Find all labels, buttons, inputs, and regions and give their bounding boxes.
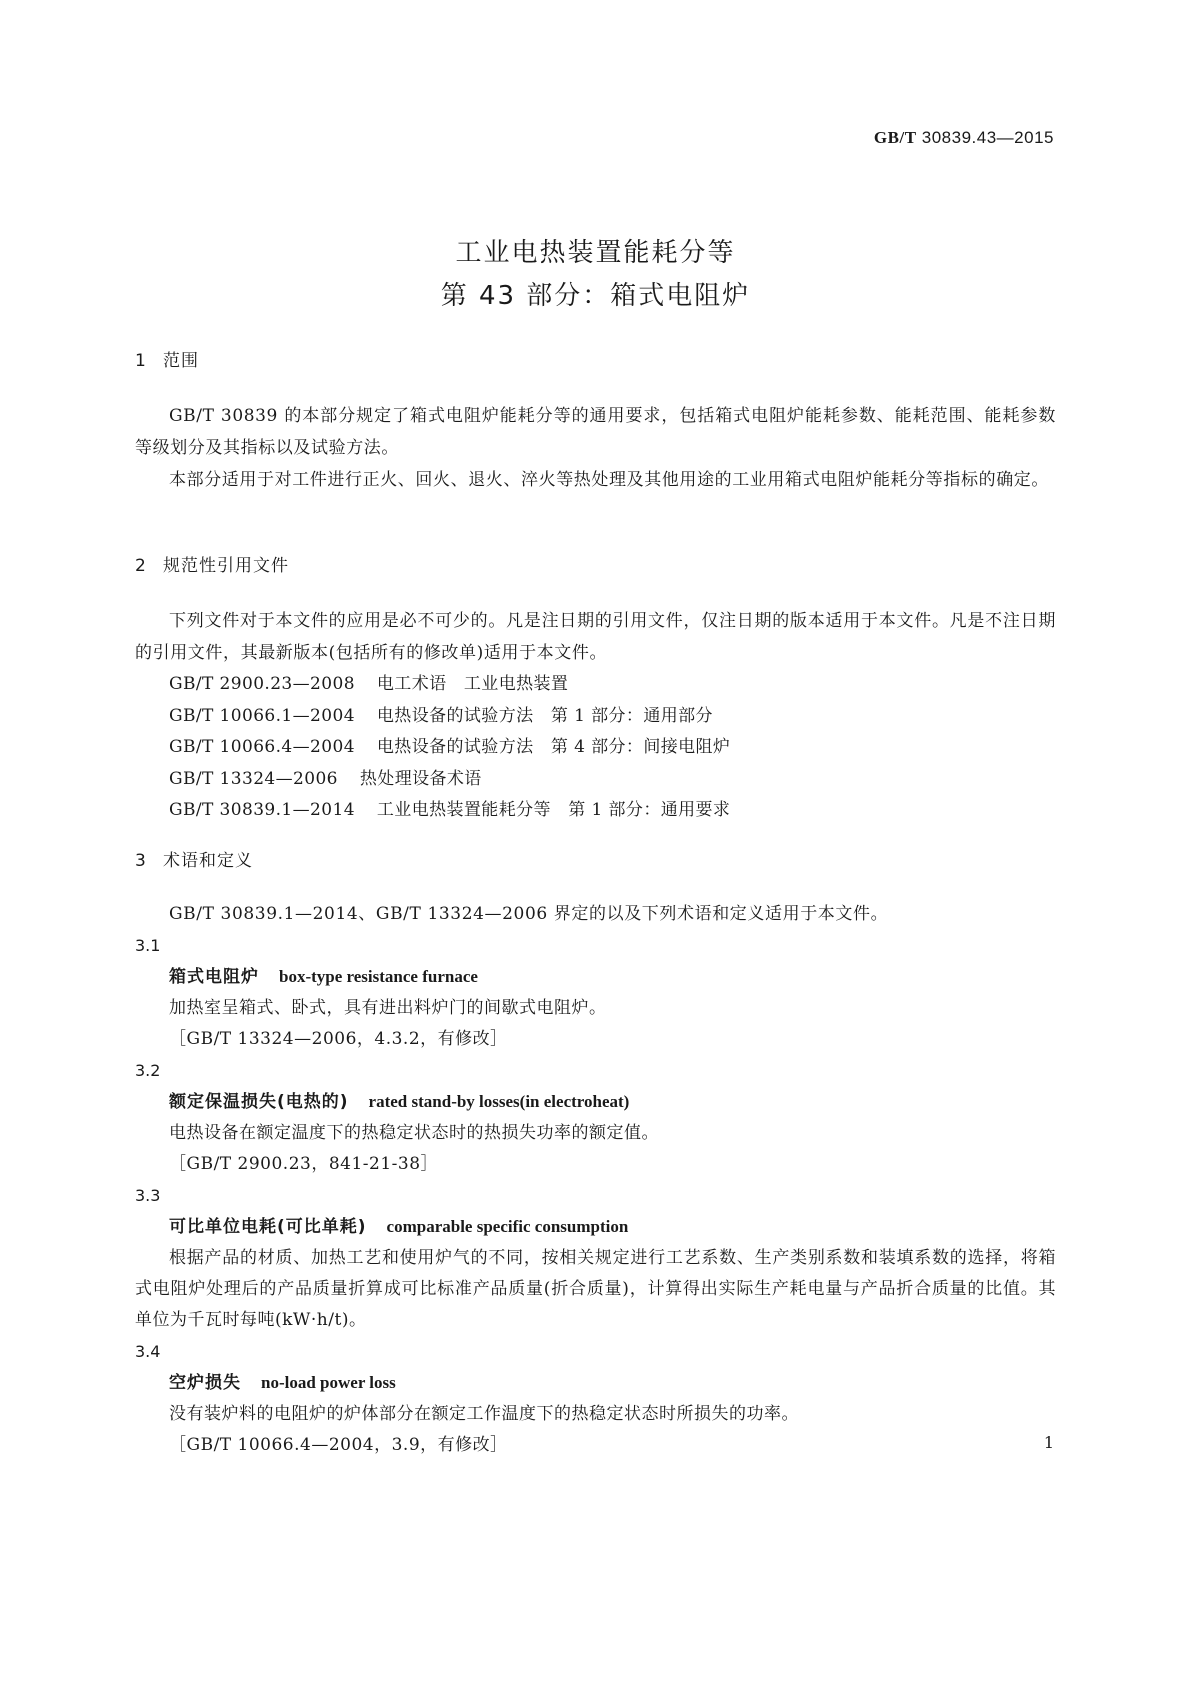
section-2 (135, 551, 1056, 576)
term-heading: 额定保温损失(电热的) rated stand-by losses(in electroheat) (169, 1092, 630, 1112)
paragraph: 本部分适用于对工件进行正火、回火、退火、淬火等热处理及其他用途的工业用箱式电阻炉能耗分等指标的确定。 (169, 470, 1049, 490)
term-source: ［GB/T 10066.4—2004，3.9，有修改］ (169, 1435, 508, 1455)
section-2-body (135, 605, 1056, 827)
reference-item: GB/T 13324—2006 热处理设备术语 (169, 768, 482, 789)
term-definition: 没有装炉料的电阻炉的炉体部分在额定工作温度下的热稳定状态时所损失的功率。 (169, 1404, 799, 1424)
term-number: 3.1 (135, 936, 161, 955)
reference-item: GB/T 10066.1—2004 电热设备的试验方法 第 1 部分：通用部分 (169, 705, 713, 726)
term-definition: 根据产品的材质、加热工艺和使用炉气的不同，按相关规定进行工艺系数、生产类别系数和装填系数的选择，将箱式电阻炉处理后的产品质量折算成可比标准产品质量(折合质量)，计算得出实际生产耗电量与产品折合质量的比值。其单位为千瓦时每吨(kW·h/t)。 (135, 1248, 1056, 1330)
standard-code-prefix: GB/T (873, 128, 917, 147)
term-source: ［GB/T 13324—2006，4.3.2，有修改］ (169, 1029, 508, 1049)
term-number: 3.2 (135, 1061, 161, 1080)
section-1-heading: 1 范围 (135, 351, 199, 371)
term-entry (135, 1336, 1056, 1461)
reference-item: GB/T 30839.1—2014 工业电热装置能耗分等 第 1 部分：通用要求 (169, 800, 731, 821)
paragraph: 下列文件对于本文件的应用是必不可少的。凡是注日期的引用文件，仅注日期的版本适用于本文件。凡是不注日期的引用文件，其最新版本(包括所有的修改单)适用于本文件。 (135, 611, 1056, 663)
section-3-body (135, 898, 1056, 1461)
term-number: 3.4 (135, 1342, 161, 1361)
term-definition: 电热设备在额定温度下的热稳定状态时的热损失功率的额定值。 (169, 1123, 659, 1143)
term-source: ［GB/T 2900.23，841-21-38］ (169, 1154, 439, 1174)
term-heading: 可比单位电耗(可比单耗) comparable specific consumption (169, 1217, 629, 1237)
section-3 (135, 846, 1056, 871)
page-number: 1 (1043, 1433, 1054, 1452)
term-number: 3.3 (135, 1186, 161, 1205)
term-entry (135, 930, 1056, 1055)
section-1 (135, 346, 1056, 371)
standard-code-number: 30839.43—2015 (921, 128, 1054, 147)
section-2-heading: 2 规范性引用文件 (135, 556, 289, 576)
term-heading: 空炉损失 no-load power loss (169, 1373, 396, 1393)
paragraph: GB/T 30839 的本部分规定了箱式电阻炉能耗分等的通用要求，包括箱式电阻炉能耗参数、能耗范围、能耗参数等级划分及其指标以及试验方法。 (135, 406, 1056, 458)
term-entry (135, 1180, 1056, 1336)
document-title-line1: 工业电热装置能耗分等 (455, 238, 736, 268)
reference-item: GB/T 10066.4—2004 电热设备的试验方法 第 4 部分：间接电阻炉 (169, 737, 731, 758)
term-entry (135, 1055, 1056, 1180)
reference-item: GB/T 2900.23—2008 电工术语 工业电热装置 (169, 674, 569, 694)
term-definition: 加热室呈箱式、卧式，具有进出料炉门的间歇式电阻炉。 (169, 998, 607, 1018)
standard-code (874, 128, 1054, 148)
paragraph: GB/T 30839.1—2014、GB/T 13324—2006 界定的以及下列术语和定义适用于本文件。 (169, 904, 889, 924)
section-1-body (135, 400, 1056, 496)
section-3-heading: 3 术语和定义 (135, 851, 253, 871)
term-heading: 箱式电阻炉 box-type resistance furnace (169, 967, 478, 987)
document-title-line2: 第 43 部分：箱式电阻炉 (440, 281, 751, 311)
